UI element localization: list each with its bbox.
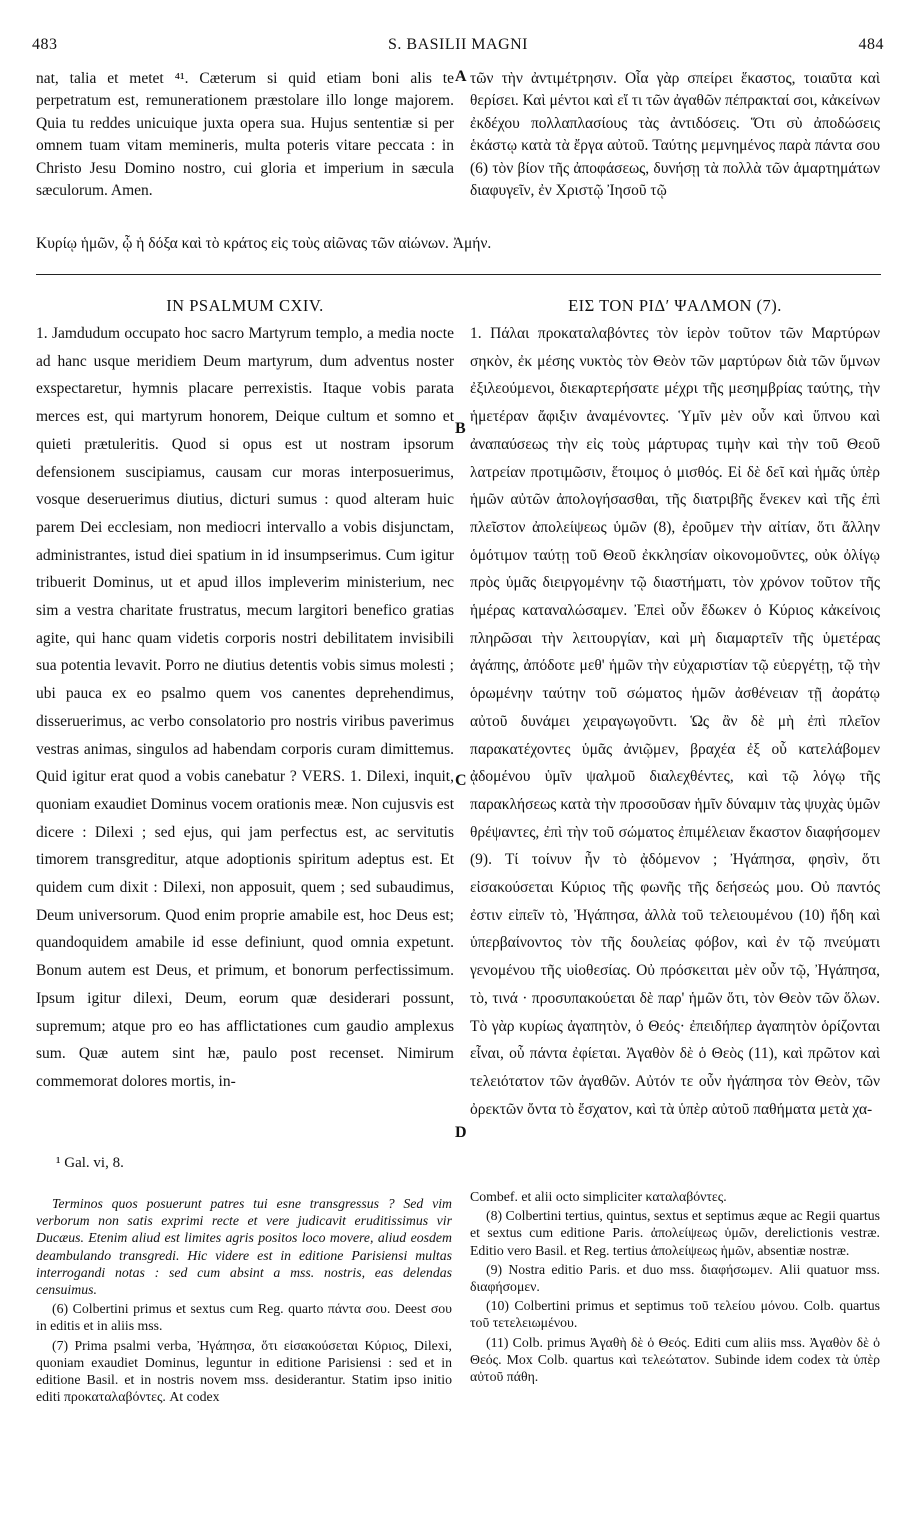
section-divider bbox=[36, 274, 881, 275]
latin-column-main bbox=[36, 320, 454, 1099]
greek-column-main bbox=[470, 320, 880, 1126]
note-paragraph: Terminos quos posuerunt patres tui esne transgressus ? Sed vim verborum non satis exprimi recte et vere judicavit eruditissimus vir Ducæus. Etenim aliud est limites agris positos loco movere, aliud eosdem deambulando transgredi. Hic videre est in editione Parisiensi multas interrogandi notas : sed cum absint a mss. nostris, eas delendas censuimus. bbox=[36, 1196, 452, 1298]
note-paragraph: (9) Nostra editio Paris. et duo mss. διαφήσωμεν. Alii quatuor mss. διαφήσομεν. bbox=[470, 1261, 880, 1295]
footnote-reference: ¹ Gal. vi, 8. bbox=[56, 1155, 124, 1171]
note-paragraph: Combef. et alii octo simpliciter καταλαβόντες. bbox=[470, 1189, 727, 1204]
page-number-right: 484 bbox=[858, 36, 884, 53]
margin-letter-c: C bbox=[455, 772, 467, 789]
running-title: S. BASILII MAGNI bbox=[388, 36, 528, 53]
note-paragraph: (6) Colbertini primus et sextus cum Reg. quarto πάντα σου. Deest σου in editis et in aliis mss. bbox=[36, 1301, 452, 1334]
latin-top-text: nat, talia et metet ⁴¹. Cæterum si quid etiam boni alis te perpetratum est, remunerationem præstolare illo longe majorem. Quia tu reddes unicuique juxta opera sua. Hujus sententiæ si per omnem tuam vitam memineris, multa poteris vitare peccata : in Christo Jesu Domino nostro, cui gloria et imperium in sæcula sæculorum. Amen. bbox=[36, 70, 454, 200]
greek-notes bbox=[470, 1188, 880, 1387]
margin-letter-d: D bbox=[455, 1124, 467, 1141]
latin-main-text: 1. Jamdudum occupato hoc sacro Martyrum templo, a media nocte ad hanc usque meridiem Deum martyrum, dum adventus noster exspectaretur, hymnis placare perrexistis. Itaque vobis parata merces est, qui martyrum honorem, Deique cultum et somno et quieti prætuleritis. Quod si opus est ut nostram ipsorum defensionem suscipiamus, causam cur moras interposuerimus, vosque deseruerimus diutius, dicturi sumus : quod alteram huic parem Dei ecclesiam, non mediocri intervallo a vobis disjunctam, administrantes, istud diei spatium in id insumpserimus. Cum igitur tribuerit Dominus, ut et apud illos impleverim ministerium, nec sim a vestra charitate frustratus, mecum largitori benefico gratias agite, qui hanc quam videtis corporis nostri debilitatem invisibili sua potentia levavit. Porro ne diutius detentis vobis simus molesti ; ubi pauca ex eo psalmo quem vos canentes deprehendimus, disseruerimus, ac verbo consolatorio pro nostris viribus paverimus vestras animas, singulos ad habendam corporis curam dimittemus. Quid igitur erat quod a vobis canebatur ? VERS. 1. Dilexi, inquit, quoniam exaudiet Dominus vocem orationis meæ. Non cujusvis est dicere : Dilexi ; sed ejus, qui jam perfectus est, ac servitutis timorem transgreditur, atque adoptionis spiritum adeptus est. Et quidem cum dixit : Dilexi, non apposuit, quem ; sed subaudimus, Deum universorum. Quod enim proprie amabile est, hoc Deus est; quandoquidem amabile id esse definiunt, quod omnia expetunt. Bonum autem est Deus, et primum, et bonorum perfectissimum. Ipsum igitur dilexi, Deum, eorum quæ desiderari possunt, supremum; atque pro eo has afflictationes cum gaudio amplexus sum. Quæ autem sint hæ, paulo post recenset. Nimirum commemorat dolores mortis, in- bbox=[36, 325, 455, 1090]
note-paragraph: (8) Colbertini tertius, quintus, sextus et septimus æque ac Regii quartus et sextus cum editione Paris. ἀπολείψεως ὑμῶν, derelictionis vestræ. Editio vero Basil. et Reg. tertius ἀπολείψεως ἡμῶν, absentiæ nostræ. bbox=[470, 1208, 880, 1258]
note-paragraph: (10) Colbertini primus et septimus τοῦ τελείου μόνου. Colb. quartus τοῦ τετελειωμένου. bbox=[470, 1298, 880, 1331]
note-paragraph: (11) Colb. primus Ἀγαθὴ δὲ ὁ Θεός. Editi cum aliis mss. Ἀγαθὸν δὲ ὁ Θεός. Mox Colb. quartus καὶ τελεώτατον. Subinde idem codex τὰ ὑπὲρ αὐτοῦ πάθη. bbox=[470, 1334, 880, 1385]
greek-section-title: ΕΙΣ ΤΟΝ ΡΙΔʹ ΨΑΛΜΟΝ (7). bbox=[568, 296, 782, 315]
note-paragraph: (7) Prima psalmi verba, Ἠγάπησα, ὅτι εἰσακούσεται Κύριος, Dilexi, quoniam exaudiet Dominus, leguntur in editione Parisiensi : sed et in editione Basil. et in nostris novem mss. desiderantur. Statim ipso initio editi προκαταλαβόντες. At codex bbox=[36, 1337, 452, 1405]
margin-letter-a: A bbox=[455, 68, 467, 85]
latin-section-title: IN PSALMUM CXIV. bbox=[166, 296, 324, 315]
margin-letter-b: B bbox=[455, 420, 466, 437]
latin-notes bbox=[36, 1195, 452, 1407]
greek-column-top bbox=[470, 68, 880, 205]
page-number-left: 483 bbox=[32, 36, 58, 53]
page-header bbox=[32, 36, 884, 58]
latin-column-top bbox=[36, 68, 454, 205]
greek-main-text: 1. Πάλαι προκαταλαβόντες τὸν ἱερὸν τοῦτον τῶν Μαρτύρων σηκὸν, ἐκ μέσης νυκτὸς τὸν Θεὸν τῶν μαρτύρων διὰ τῶν ὕμνων ἐξιλεούμενοι, διεκαρτερήσατε μέχρι τῆς μεσημβρίας ταύτης, τὴν ἡμετέραν ἄφιξιν ἀναμένοντες. Ὑμῖν μὲν οὖν καὶ ὕπνου καὶ ἀναπαύσεως τὴν εἰς τοὺς μάρτυρας τιμὴν καὶ τὴν τοῦ Θεοῦ λατρείαν προτιμῶσιν, ἕτοιμος ὁ μισθός. Εἰ δὲ δεῖ καὶ ἡμᾶς ὑπὲρ ἡμῶν αὐτῶν ἀπολογήσασθαι, τῆς διατριβῆς ἕνεκεν καὶ τῆς ἐπὶ πλεῖστον ἀπολείψεως ὑμῶν (8), ἐροῦμεν τὴν αἰτίαν, ὅτι ἄλλην ὁμότιμον ταύτῃ τοῦ Θεοῦ ἐκκλησίαν οἰκονομοῦντες, οὐκ ὀλίγῳ πρὸς ὑμᾶς διειργομένην τῷ διαστήματι, τὸν χρόνον τοῦτον τῆς ἡμέρας καταναλώσαμεν. Ἐπεὶ οὖν ἔδωκεν ὁ Κύριος κἀκείνοις πληρῶσαι τὴν λειτουργίαν, καὶ μὴ διαμαρτεῖν τῆς ὑμετέρας ἀγάπης, ἀπόδοτε μεθ' ἡμῶν τὴν εὐχαριστίαν τῷ εὐεργέτῃ, τῷ τὴν ὁρωμένην ταύτην τοῦ σώματος ἡμῶν ἀσθένειαν τῇ ἀοράτῳ αὐτοῦ δυνάμει χειραγωγοῦντι. Ὡς ἂν δὲ μὴ ἐπὶ πλεῖον παρακατέχοντες ὑμᾶς ἀνιῷμεν, βραχέα ἐξ οὗ κατελάβομεν ᾀδομένου ὑμῖν ψαλμοῦ διαλεχθέντες, καὶ τῷ λόγῳ τῆς παρακλήσεως κατὰ τὴν προσοῦσαν ἡμῖν δύναμιν τὰς ψυχὰς ὑμῶν θρέψαντες, ἐπὶ τὴν τοῦ σώματος ἐπιμέλειαν ἕκαστον διαφήσομεν (9). Τί τοίνυν ἦν τὸ ᾀδόμενον ; Ἠγάπησα, φησὶν, ὅτι εἰσακούσεται Κύριος τῆς φωνῆς τῆς δεήσεώς μου. Οὐ παντός ἐστιν εἰπεῖν τὸ, Ἠγάπησα, ἀλλὰ τοῦ τελειουμένου (10) ἤδη καὶ ὑπερβαίνοντος τὸν τῆς δουλείας φόβον, καὶ ἐν τῷ πνεύματι γενομένου τῆς υἱοθεσίας. Οὐ πρόσκειται μὲν οὖν τῷ, Ἠγάπησα, τὸ, τινά · προσυπακούεται δὲ παρ' ἡμῶν ὅτι, τὸν Θεὸν τῶν ὅλων. Τὸ γὰρ κυρίως ἀγαπητὸν, ὁ Θεός· ἐπειδήπερ ἀγαπητὸν ὁρίζονται εἶναι, οὗ πάντα ἐφίεται. Ἀγαθὸν δὲ ὁ Θεὸς (11), καὶ πρῶτον καὶ τελειότατον τῶν ἀγαθῶν. Αὐτόν τε οὖν ἠγάπησα τὸν Θεὸν, τῶν ὀρεκτῶν ὄντα τὸ ἔσχατον, καὶ τὰ ὑπὲρ αὐτοῦ παθήματα μετὰ χα- bbox=[470, 325, 880, 1118]
greek-full-width-line: Κυρίῳ ἡμῶν, ᾧ ἡ δόξα καὶ τὸ κράτος εἰς τοὺς αἰῶνας τῶν αἰώνων. Ἀμήν. bbox=[36, 235, 492, 252]
greek-top-text: τῶν τὴν ἀντιμέτρησιν. Οἷα γὰρ σπείρει ἕκαστος, τοιαῦτα καὶ θερίσει. Καὶ μέντοι καὶ εἴ τι τῶν ἀγαθῶν πέπρακταί σοι, κἀκείνων ἐκδέχου πολλαπλασίους τὰς ἀντιδόσεις. Ὅτι σὺ ἀποδώσεις ἑκάστῳ κατὰ τὰ ἔργα αὐτοῦ. Ταύτης μεμνημένος παρὰ πάντα σου (6) τὸν βίον τῆς ἀποφάσεως, δυνήσῃ τὰ πολλὰ τῶν ἁμαρτημάτων διαφυγεῖν, ἐν Χριστῷ Ἰησοῦ τῷ bbox=[470, 70, 880, 200]
